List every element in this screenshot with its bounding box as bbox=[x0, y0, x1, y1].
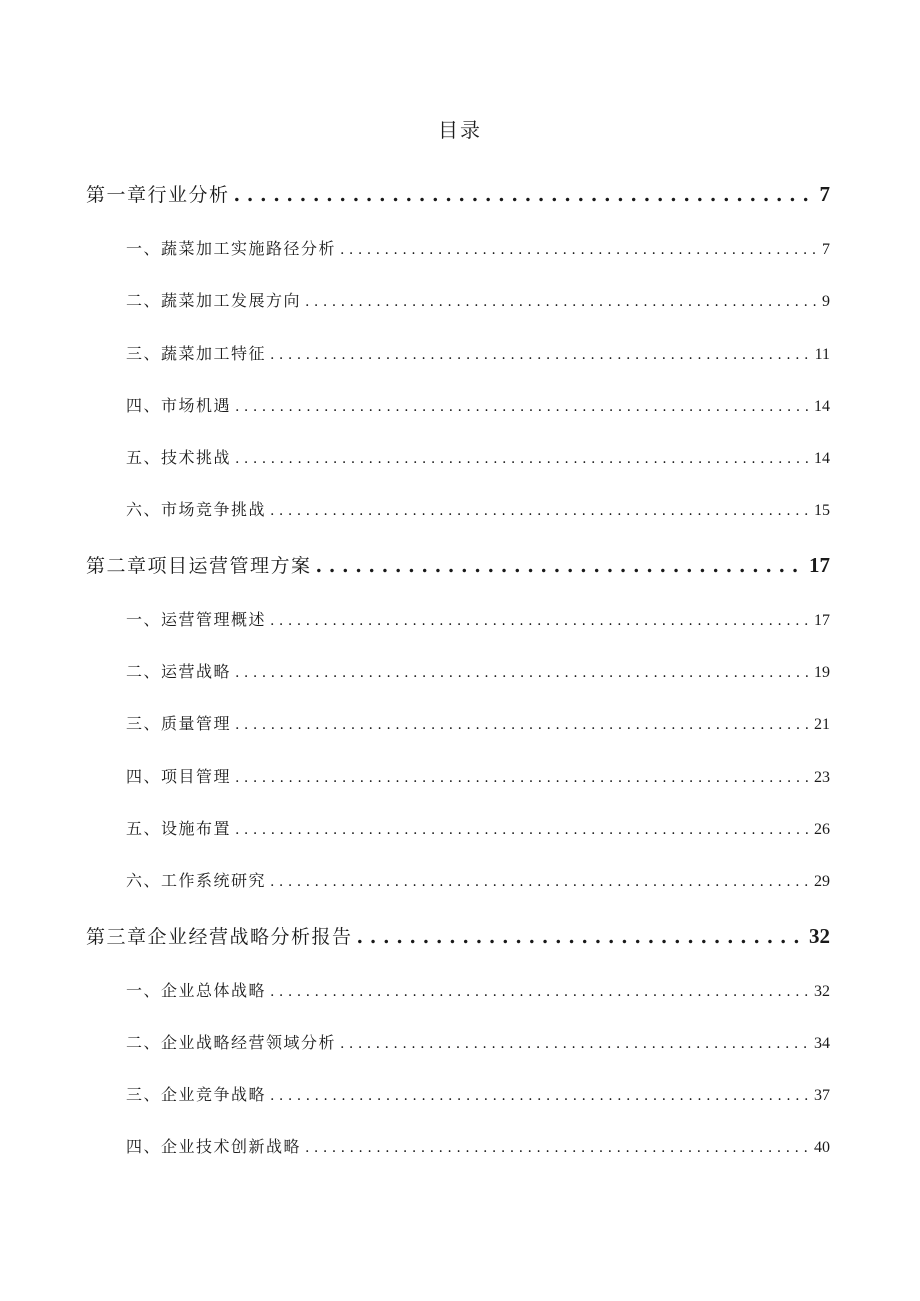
toc-page-number: 17 bbox=[814, 611, 830, 629]
toc-page-number: 7 bbox=[819, 182, 830, 206]
toc-page-number: 7 bbox=[822, 241, 830, 258]
toc-entry-label: 二、运营战略 bbox=[126, 662, 232, 682]
toc-dot-leader bbox=[305, 276, 818, 327]
toc-entry-label: 五、技术挑战 bbox=[126, 448, 232, 468]
toc-section-entry[interactable] bbox=[86, 803, 830, 855]
toc-page-number: 37 bbox=[814, 1087, 830, 1105]
toc-entry-label: 三、企业竞争战略 bbox=[126, 1085, 267, 1105]
toc-section-entry[interactable] bbox=[86, 751, 830, 803]
toc-dot-leader bbox=[235, 699, 810, 750]
toc-section-entry[interactable] bbox=[86, 380, 830, 432]
toc-dot-leader bbox=[235, 804, 810, 855]
toc-entry-label: 六、市场竞争挑战 bbox=[126, 500, 267, 520]
toc-page-number: 15 bbox=[814, 502, 830, 520]
toc-entry-label: 一、企业总体战略 bbox=[126, 980, 267, 1000]
toc-section-entry[interactable] bbox=[86, 1017, 830, 1069]
toc-page-number: 14 bbox=[814, 450, 830, 468]
toc-dot-leader bbox=[305, 1122, 810, 1173]
toc-section-entry[interactable] bbox=[86, 594, 830, 646]
toc-entry-label: 第一章行业分析 bbox=[86, 184, 230, 206]
toc-page-number: 9 bbox=[822, 293, 830, 311]
toc-page-number: 29 bbox=[814, 873, 830, 891]
toc-dot-leader bbox=[357, 909, 805, 965]
toc-page-number: 32 bbox=[814, 982, 830, 1000]
toc-section-entry[interactable] bbox=[86, 646, 830, 698]
toc-dot-leader bbox=[235, 433, 810, 484]
toc-entry-label: 六、工作系统研究 bbox=[126, 871, 267, 891]
toc-chapter-entry[interactable] bbox=[86, 537, 830, 594]
toc-entry-label: 二、蔬菜加工发展方向 bbox=[126, 291, 302, 311]
toc-dot-leader bbox=[270, 966, 810, 1017]
toc-section-entry[interactable] bbox=[86, 1121, 830, 1173]
toc-page-number: 32 bbox=[809, 923, 830, 948]
toc-dot-leader bbox=[235, 381, 810, 432]
toc-entry-label: 五、设施布置 bbox=[126, 818, 232, 838]
toc-dot-leader bbox=[234, 167, 816, 223]
toc-section-entry[interactable] bbox=[86, 698, 830, 750]
toc-entry-label: 第三章企业经营战略分析报告 bbox=[86, 925, 353, 948]
toc-section-entry[interactable] bbox=[86, 223, 830, 275]
toc-page-number: 19 bbox=[814, 664, 830, 682]
toc-chapter-entry[interactable] bbox=[86, 908, 830, 965]
toc-title: 目录 bbox=[438, 118, 482, 142]
toc-section-entry[interactable] bbox=[86, 965, 830, 1017]
toc-section-entry[interactable] bbox=[86, 484, 830, 536]
toc-section-entry[interactable] bbox=[86, 432, 830, 484]
toc-dot-leader bbox=[316, 538, 805, 594]
toc-dot-leader bbox=[270, 595, 810, 646]
toc-entry-label: 三、蔬菜加工特征 bbox=[126, 343, 267, 363]
toc-section-entry[interactable] bbox=[86, 275, 830, 327]
toc-entry-label: 四、市场机遇 bbox=[126, 395, 232, 415]
toc-dot-leader bbox=[235, 647, 810, 698]
toc-dot-leader bbox=[270, 1070, 810, 1121]
toc-dot-leader bbox=[270, 485, 810, 536]
toc-entry-label: 二、企业战略经营领域分析 bbox=[126, 1032, 337, 1052]
toc-entry-label: 一、运营管理概述 bbox=[126, 609, 267, 629]
toc-entry-label: 第二章项目运营管理方案 bbox=[86, 554, 312, 577]
toc-page-number: 26 bbox=[814, 820, 830, 838]
toc-entry-label: 三、质量管理 bbox=[126, 714, 232, 734]
toc-page-number: 40 bbox=[814, 1139, 830, 1157]
toc-page-number: 11 bbox=[814, 345, 830, 363]
toc-dot-leader bbox=[235, 752, 810, 803]
toc-dot-leader bbox=[270, 329, 811, 380]
toc-entry-label: 一、蔬菜加工实施路径分析 bbox=[126, 239, 337, 258]
toc-chapter-entry[interactable] bbox=[86, 166, 830, 223]
toc-page-number: 14 bbox=[814, 397, 830, 415]
toc-entry-label: 四、企业技术创新战略 bbox=[126, 1137, 302, 1157]
toc-section-entry[interactable] bbox=[86, 1069, 830, 1121]
toc-dot-leader bbox=[340, 1018, 810, 1069]
toc-entry-label: 四、项目管理 bbox=[126, 766, 232, 786]
toc-page-number: 17 bbox=[809, 552, 830, 577]
toc-page-number: 23 bbox=[814, 768, 830, 786]
toc-dot-leader bbox=[340, 224, 818, 275]
toc-section-entry[interactable] bbox=[86, 855, 830, 907]
toc-dot-leader bbox=[270, 856, 810, 907]
toc-page-number: 34 bbox=[814, 1034, 830, 1052]
table-of-contents bbox=[86, 166, 830, 1174]
toc-page-number: 21 bbox=[814, 716, 830, 734]
toc-section-entry[interactable] bbox=[86, 328, 830, 380]
